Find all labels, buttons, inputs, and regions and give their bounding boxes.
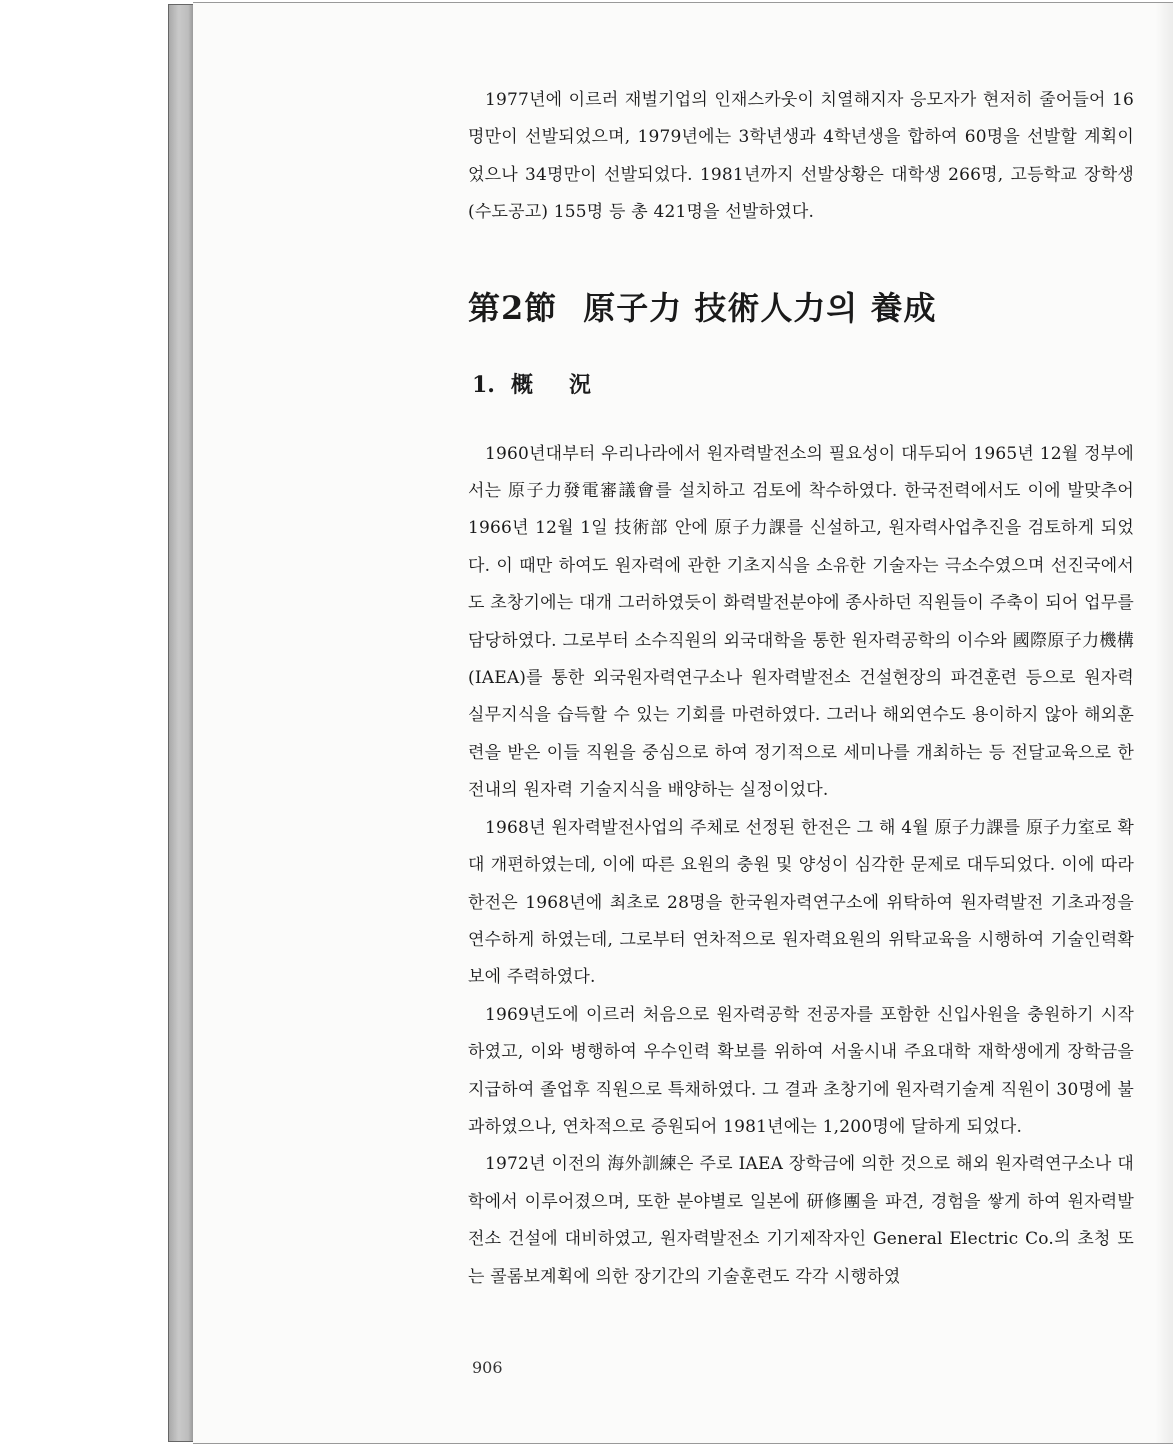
section-number: 第2節 <box>468 288 558 327</box>
body-paragraph-4: 1972년 이전의 海外訓練은 주로 IAEA 장학금에 의한 것으로 해외 원자력연구소나 대학에서 이루어졌으며, 또한 분야별로 일본에 研修團을 파견, 경험을 쌓게 하여 원자력발전소 건설에 대비하였고, 원자력발전소 기기제작자인 General Electric Co.의 초청 또는 콜롬보계획에 의한 장기간의 기술훈련도 각각 시행하였 <box>468 1154 1134 1287</box>
book-spine <box>168 4 194 1442</box>
section-heading <box>468 288 1134 328</box>
body-paragraph-3: 1969년도에 이르러 처음으로 원자력공학 전공자를 포함한 신입사원을 충원하기 시작하였고, 이와 병행하여 우수인력 확보를 위하여 서울시내 주요대학 재학생에게 장학금을 지급하여 졸업후 직원으로 특채하였다. 그 결과 초창기에 원자력기술계 직원이 30명에 불과하였으나, 연차적으로 증원되어 1981년에는 1,200명에 달하게 되었다. <box>468 1004 1134 1137</box>
body-paragraph-1: 1960년대부터 우리나라에서 원자력발전소의 필요성이 대두되어 1965년 12월 정부에서는 原子力發電審議會를 설치하고 검토에 착수하였다. 한국전력에서도 이에 발맞추어 1966년 12월 1일 技術部 안에 原子力課를 신설하고, 원자력사업추진을 검토하게 되었다. 이 때만 하여도 원자력에 관한 기초지식을 소유한 기술자는 극소수였으며 선진국에서도 초창기에는 대개 그러하였듯이 화력발전분야에 종사하던 직원들이 주축이 되어 업무를 담당하였다. 그로부터 소수직원의 외국대학을 통한 원자력공학의 이수와 國際原子力機構(IAEA)를 통한 외국원자력연구소나 원자력발전소 건설현장의 파견훈련 등으로 원자력 실무지식을 습득할 수 있는 기회를 마련하였다. 그러나 해외연수도 용이하지 않아 해외훈련을 받은 이들 직원을 중심으로 하여 정기적으로 세미나를 개최하는 등 전달교육으로 한전내의 원자력 기술지식을 배양하는 실정이었다. <box>468 443 1134 801</box>
page-edge-shadow <box>1155 3 1173 1443</box>
subsection-number: 1. <box>472 371 495 398</box>
section-body <box>468 436 1134 1296</box>
page-content <box>468 82 1134 1296</box>
subsection-title: 概況 <box>510 371 627 398</box>
subsection-heading <box>472 370 1134 400</box>
body-paragraph-2: 1968년 원자력발전사업의 주체로 선정된 한전은 그 해 4월 原子力課를 原子力室로 확대 개편하였는데, 이에 따른 요원의 충원 및 양성이 심각한 문제로 대두되었다. 이에 따라 한전은 1968년에 최초로 28명을 한국원자력연구소에 위탁하여 원자력발전 기초과정을 연수하게 하였는데, 그로부터 연차적으로 원자력요원의 위탁교육을 시행하여 기술인력확보에 주력하였다. <box>468 817 1134 988</box>
intro-paragraph: 1977년에 이르러 재벌기업의 인재스카웃이 치열해지자 응모자가 현저히 줄어들어 16명만이 선발되었으며, 1979년에는 3학년생과 4학년생을 합하여 60명을 선발할 계획이었으나 34명만이 선발되었다. 1981년까지 선발상황은 대학생 266명, 고등학교 장학생(수도공고) 155명 등 총 421명을 선발하였다. <box>468 90 1134 223</box>
page-number: 906 <box>472 1358 503 1377</box>
section-title: 原子力 技術人力의 養成 <box>583 288 937 327</box>
